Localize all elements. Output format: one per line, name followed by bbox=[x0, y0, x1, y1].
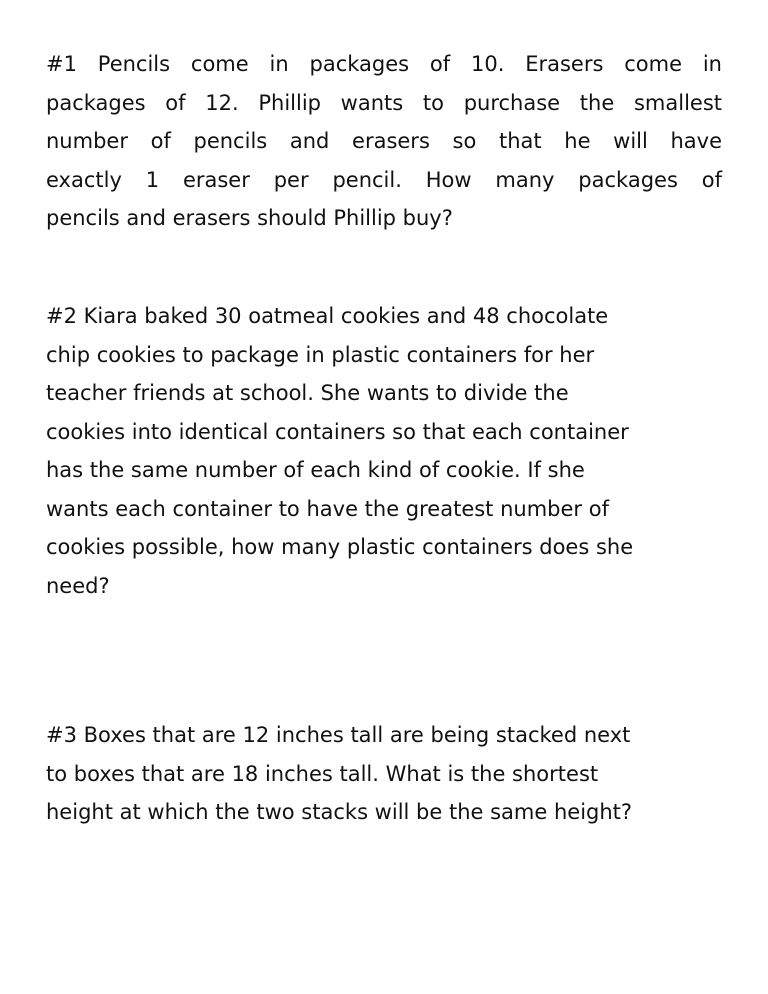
problem-1-line: exactly 1 eraser per pencil. How many packages of bbox=[46, 167, 722, 192]
problem-1-line: number of pencils and erasers so that he will have bbox=[46, 129, 722, 153]
problem-2-line: cookies possible, how many plastic containers does she bbox=[46, 535, 634, 559]
problem-2-line: need? bbox=[46, 573, 110, 598]
problem-3-line: #3 Boxes that are 12 inches tall are being stacked next bbox=[46, 723, 631, 747]
problem-2-line: cookies into identical containers so that each container bbox=[46, 419, 629, 444]
problem-2-line: teacher friends at school. She wants to divide the bbox=[46, 381, 569, 405]
problem-2-line: #2 Kiara baked 30 oatmeal cookies and 48 chocolate bbox=[46, 304, 609, 328]
problem-1-line: packages of 12. Phillip wants to purchase the smallest bbox=[46, 90, 722, 115]
problem-1-line: #1 Pencils come in packages of 10. Erasers come in bbox=[46, 52, 722, 76]
problem-2 bbox=[46, 297, 722, 605]
problem-3-line: height at which the two stacks will be the same height? bbox=[46, 800, 633, 824]
problem-3-line: to boxes that are 18 inches tall. What is the shortest bbox=[46, 761, 599, 786]
problem-1-line: pencils and erasers should Phillip buy? bbox=[46, 206, 453, 230]
problem-3 bbox=[46, 716, 722, 832]
problem-2-line: has the same number of each kind of cookie. If she bbox=[46, 458, 585, 482]
problem-2-line: wants each container to have the greatest number of bbox=[46, 496, 609, 521]
problem-2-line: chip cookies to package in plastic containers for her bbox=[46, 342, 595, 367]
problem-1 bbox=[46, 45, 722, 238]
